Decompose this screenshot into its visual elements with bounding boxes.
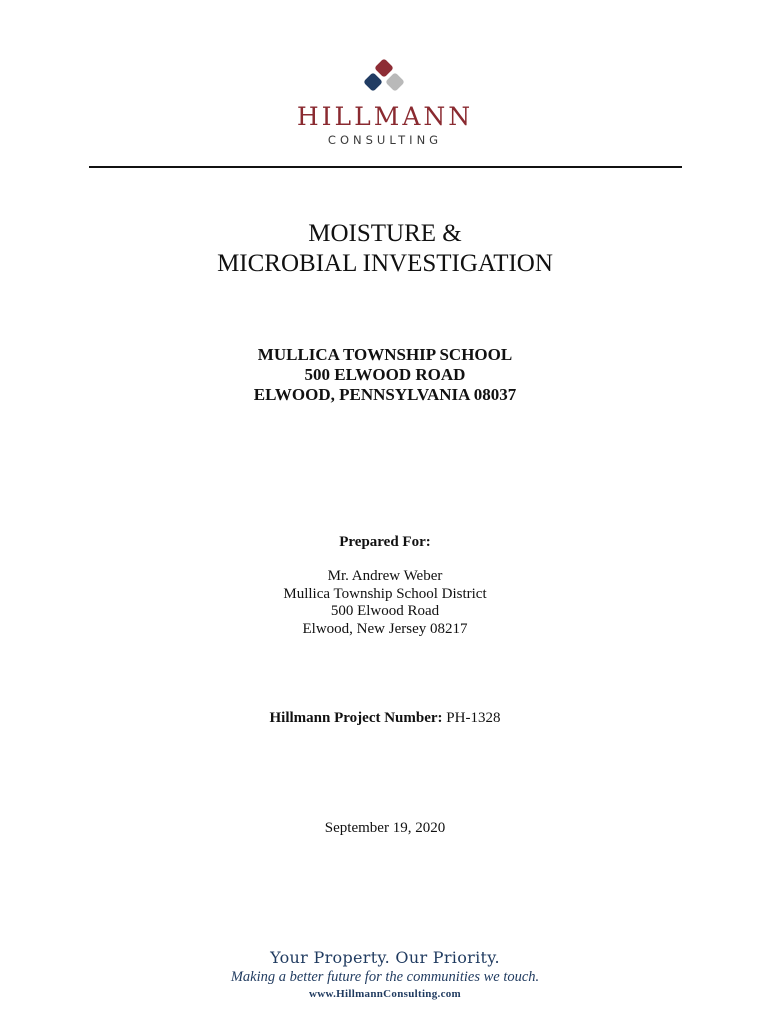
project-number-value: PH-1328: [446, 710, 501, 726]
footer-tagline: Your Property. Our Priority.: [270, 948, 500, 967]
site-name: MULLICA TOWNSHIP SCHOOL: [257, 345, 513, 364]
project-number-label: Hillmann Project Number:: [269, 710, 443, 726]
logo-gray-diamond: [385, 72, 405, 92]
site-address: [0, 345, 770, 405]
prepared-for-heading: Prepared For:: [339, 534, 431, 550]
company-logo: [289, 50, 481, 154]
recipient-street: 500 Elwood Road: [330, 603, 440, 619]
recipient-city: Elwood, New Jersey 08217: [302, 620, 468, 637]
site-street: 500 ELWOOD ROAD: [304, 365, 466, 384]
recipient-organization: Mullica Township School District: [283, 585, 487, 602]
footer-website: www.HillmannConsulting.com: [308, 988, 462, 1000]
header-divider: [89, 166, 682, 168]
logo-subtitle: CONSULTING: [327, 133, 443, 147]
logo-navy-diamond: [363, 72, 383, 92]
footer-motto: Making a better future for the communities we touch.: [230, 969, 540, 985]
project-number: [0, 709, 770, 727]
logo-diamonds-icon: [355, 58, 413, 100]
report-title-line-1: MOISTURE &: [308, 220, 462, 247]
report-title-line-2: MICROBIAL INVESTIGATION: [217, 250, 553, 277]
logo-wordmark: HILLMANN: [296, 102, 474, 131]
report-date: September 19, 2020: [324, 820, 446, 836]
recipient-name: Mr. Andrew Weber: [327, 568, 443, 584]
recipient-block: [0, 568, 770, 638]
report-title: [0, 219, 770, 279]
site-city: ELWOOD, PENNSYLVANIA 08037: [253, 385, 517, 404]
logo-red-diamond: [374, 58, 394, 78]
